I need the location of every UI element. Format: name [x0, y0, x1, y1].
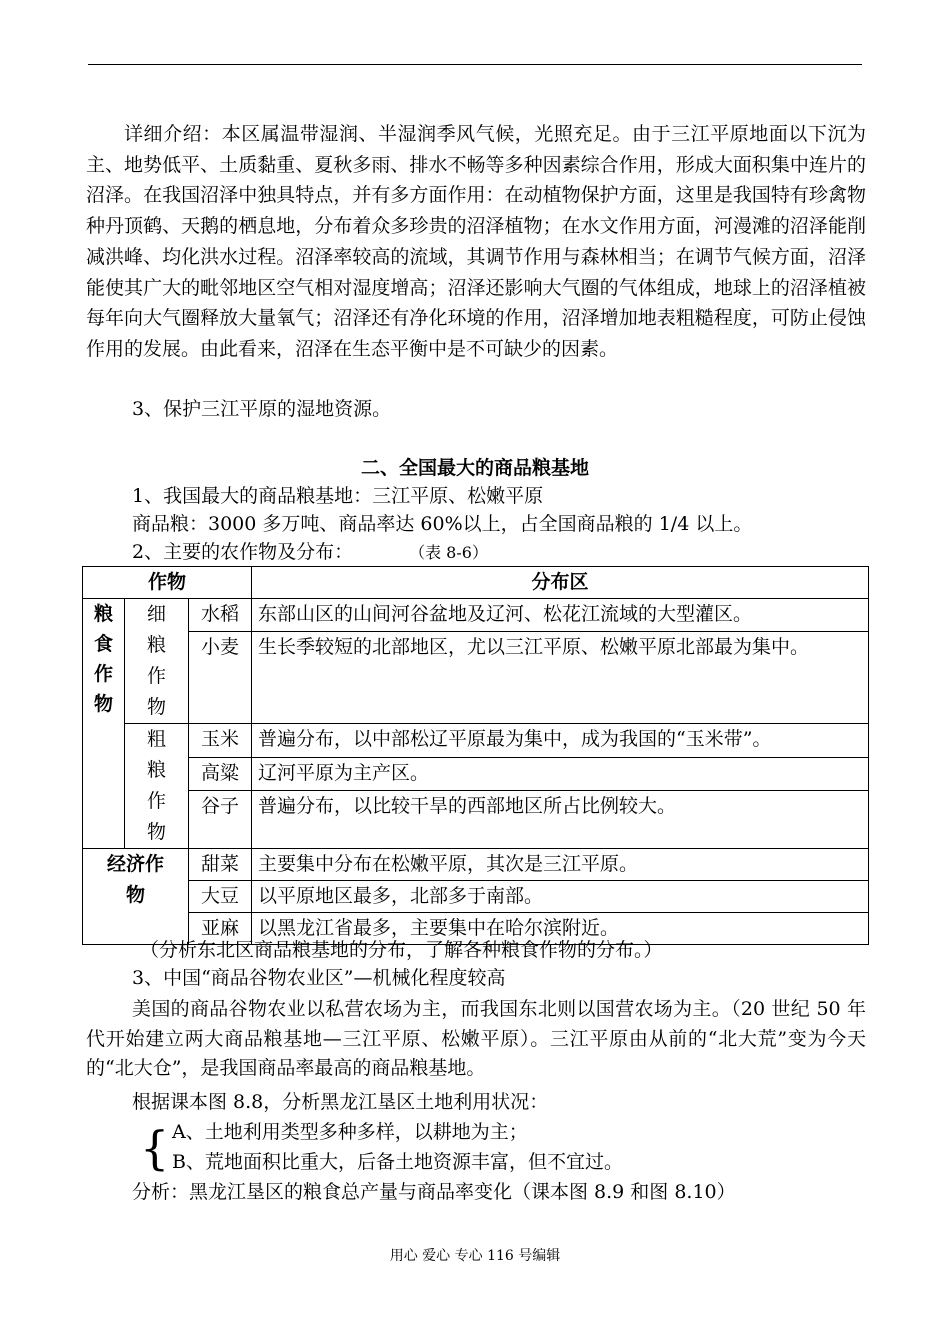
crop-name: 谷子: [189, 791, 252, 849]
crop-area: 普遍分布，以中部松辽平原最为集中，成为我国的“玉米带”。: [252, 724, 869, 758]
crop-name: 甜菜: [189, 849, 252, 881]
crop-area: 以黑龙江省最多，主要集中在哈尔滨附近。: [252, 913, 869, 945]
table-row: [83, 791, 869, 849]
crop-table: [82, 566, 869, 945]
table-row: [83, 599, 869, 632]
grain-stat: 商品粮：3000 多万吨、商品率达 60%以上，占全国商品粮的 1/4 以上。: [132, 513, 753, 535]
point-protect-wetland: 3、保护三江平原的湿地资源。: [132, 398, 392, 420]
table-row: [83, 881, 869, 913]
item-1: 1、我国最大的商品粮基地：三江平原、松嫩平原: [132, 485, 544, 507]
fine-grain-label: 细粮作物: [125, 599, 189, 724]
section-heading: 二、全国最大的商品粮基地: [360, 457, 589, 479]
intro-paragraph: 详细介绍：本区属温带湿润、半湿润季风气候，光照充足。由于三江平原地面以下沉为主、地势低平、土质黏重、夏秋多雨、排水不畅等多种因素综合作用，形成大面积集中连片的沼泽。在我国沼泽中独具特点，并有多方面作用：在动植物保护方面，这里是我国特有珍禽物种丹顶鹤、天鹅的栖息地，分布着众多珍贵的沼泽植物；在水文作用方面，河漫滩的沼泽能削减洪峰、均化洪水过程。沼泽率较高的流域，其调节作用与森林相当；在调节气候方面，沼泽能使其广大的毗邻地区空气相对湿度增高；沼泽还影响大气圈的气体组成，地球上的沼泽植被每年向大气圈释放大量氧气；沼泽还有净化环境的作用，沼泽增加地表粗糙程度，可防止侵蚀作用的发展。由此看来，沼泽在生态平衡中是不可缺少的因素。: [86, 123, 866, 360]
crop-area: 以平原地区最多，北部多于南部。: [252, 881, 869, 913]
crop-name: 高粱: [189, 757, 252, 791]
page-footer: 用心 爱心 专心 116 号编辑: [389, 1248, 561, 1264]
crop-area: 主要集中分布在松嫩平原，其次是三江平原。: [252, 849, 869, 881]
crop-name: 水稻: [189, 599, 252, 632]
crop-name: 小麦: [189, 632, 252, 724]
crop-name: 玉米: [189, 724, 252, 758]
crop-area: 东部山区的山间河谷盆地及辽河、松花江流域的大型灌区。: [252, 599, 869, 632]
table-ref: （表 8-6）: [409, 543, 488, 562]
landuse-b: B、荒地面积比重大，后备土地资源丰富，但不宜过。: [172, 1151, 623, 1173]
grain-group-label: 粮食作物: [83, 599, 125, 849]
analysis-line: 分析：黑龙江垦区的粮食总产量与商品率变化（课本图 8.9 和图 8.10）: [132, 1181, 736, 1203]
landuse-intro: 根据课本图 8.8，分析黑龙江垦区土地利用状况：: [132, 1091, 549, 1113]
landuse-a: A、土地利用类型多种多样，以耕地为主；: [172, 1121, 528, 1143]
item-3: 3、中国“商品谷物农业区”—机械化程度较高: [132, 967, 506, 989]
brace-symbol: {: [140, 1121, 170, 1175]
table-row: [83, 724, 869, 758]
table-note: （分析东北区商品粮基地的分布，了解各种粮食作物的分布。）: [140, 939, 663, 961]
item-3-paragraph: 美国的商品谷物农业以私营农场为主，而我国东北则以国营农场为主。（20 世纪 50 年代开始建立两大商品粮基地—三江平原、松嫩平原）。三江平原由从前的“北大荒”变为今天的“北大仓”，是我国商品率最高的商品粮基地。: [86, 998, 866, 1079]
item-2: [132, 540, 488, 565]
crop-area: 生长季较短的北部地区，尤以三江平原、松嫩平原北部最为集中。: [252, 632, 869, 724]
cash-group-label: 经济作物: [83, 849, 189, 945]
header-area: 分布区: [252, 567, 869, 599]
table-header-row: [83, 567, 869, 599]
header-rule: [88, 64, 862, 65]
table-row: [83, 632, 869, 724]
crop-name: 亚麻: [189, 913, 252, 945]
crop-area: 普遍分布，以比较干旱的西部地区所占比例较大。: [252, 791, 869, 849]
coarse-grain-label: 粗粮作物: [125, 724, 189, 849]
item-2-text: 2、主要的农作物及分布：: [132, 541, 354, 563]
header-crop: 作物: [83, 567, 252, 599]
table-row: [83, 757, 869, 791]
crop-name: 大豆: [189, 881, 252, 913]
table-row: [83, 849, 869, 881]
crop-area: 辽河平原为主产区。: [252, 757, 869, 791]
